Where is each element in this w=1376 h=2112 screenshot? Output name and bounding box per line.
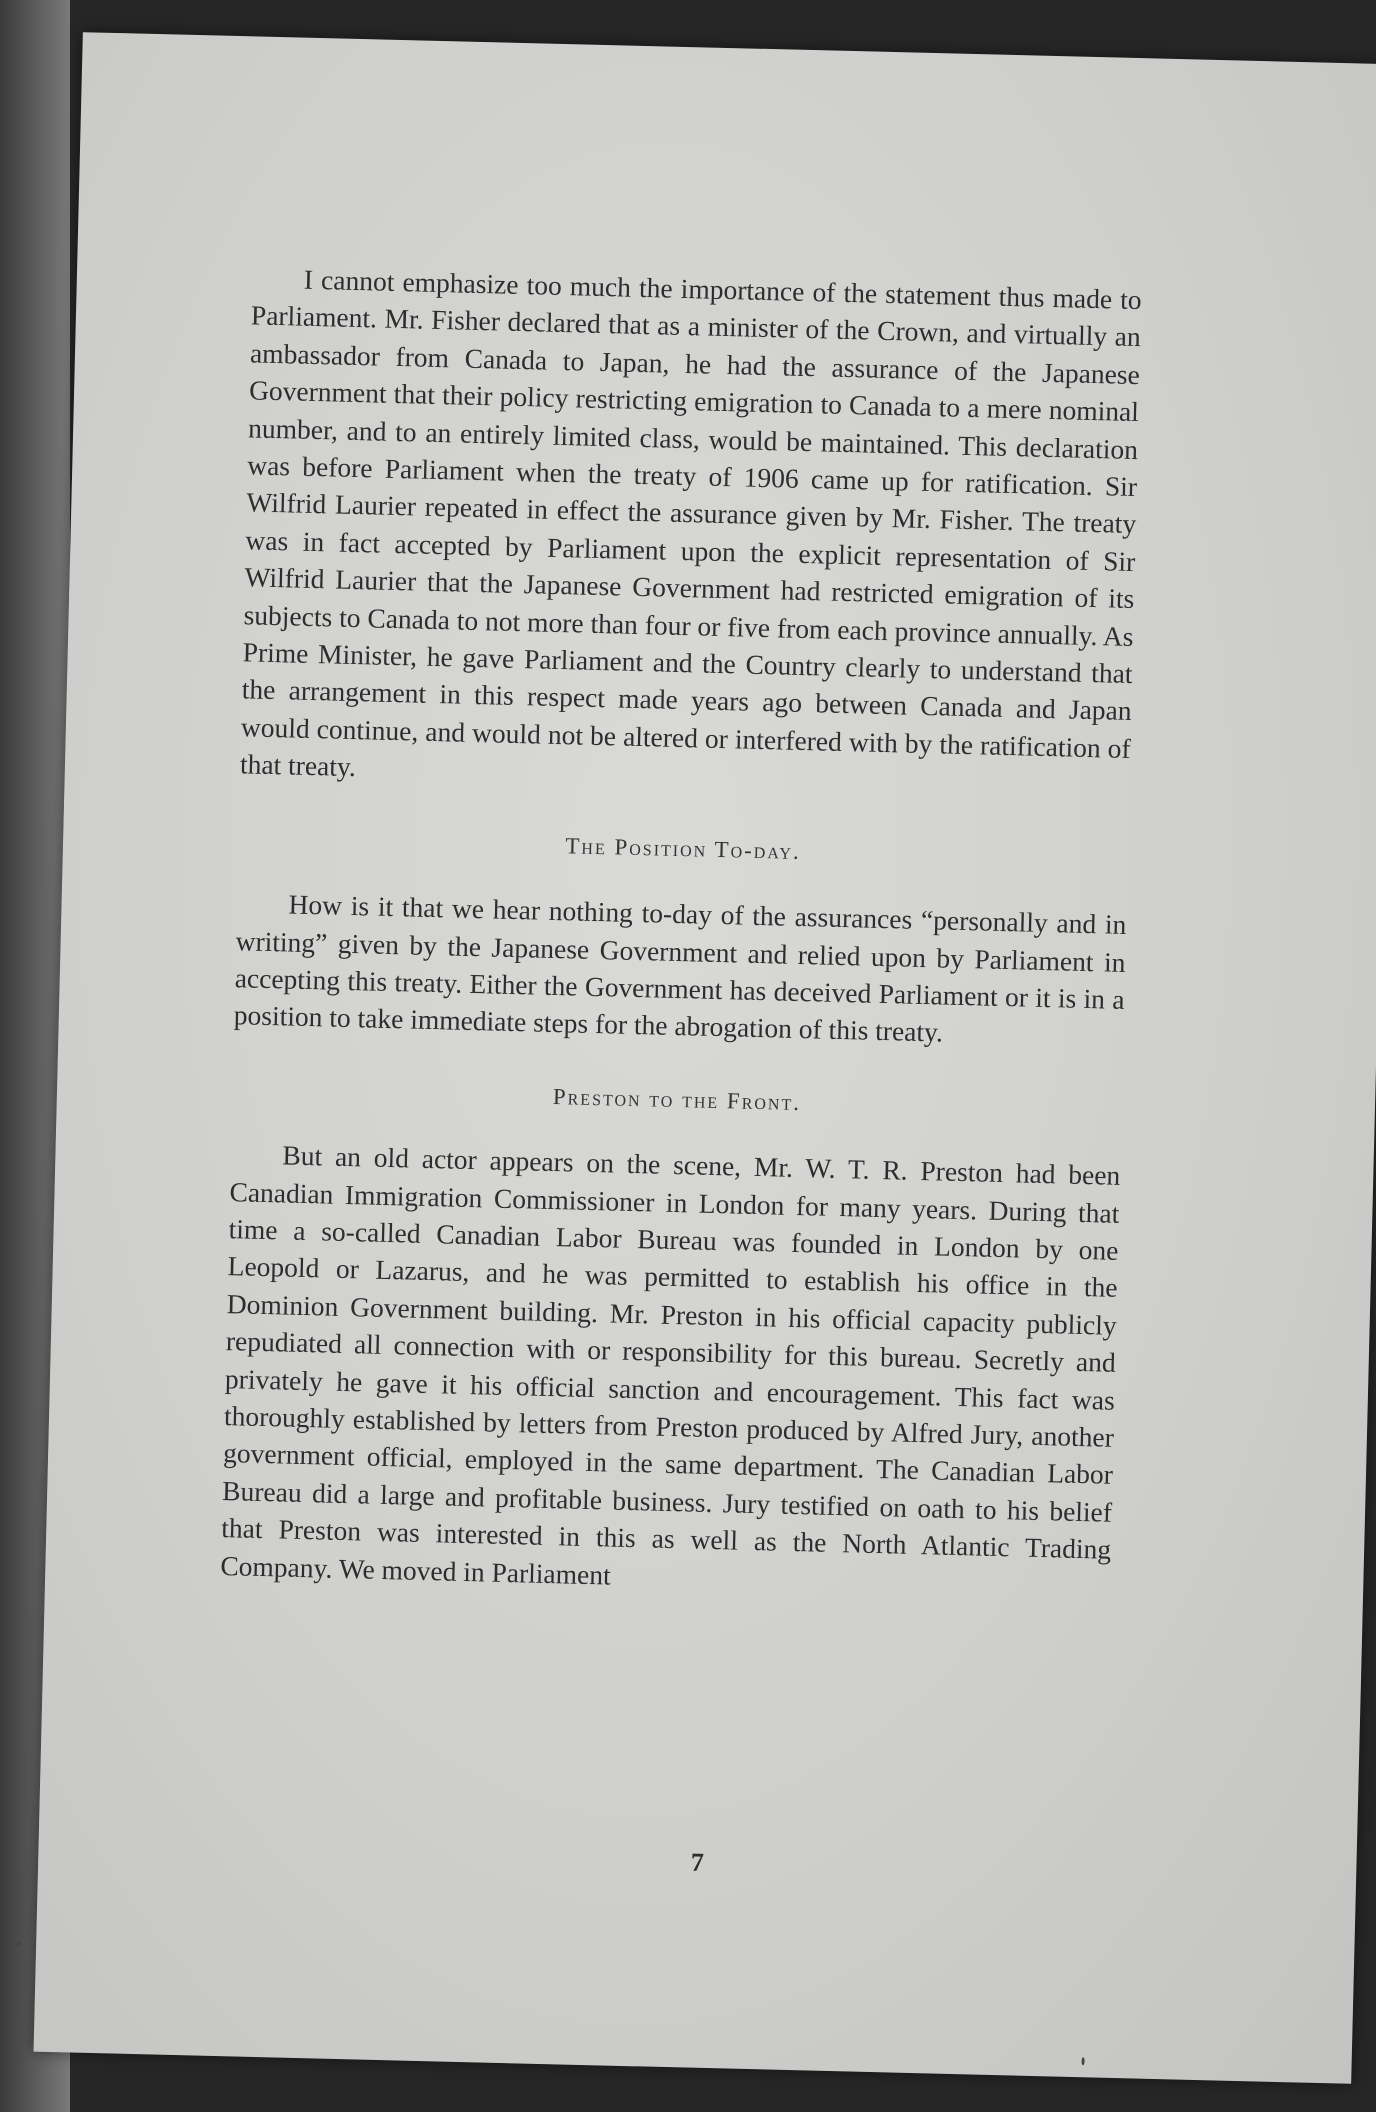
paragraph-fisher-assurance: I cannot emphasize too much the importance of the statement thus made to Parliament. Mr. Fisher declared that as a minister of the Crown, and virtually an ambassador from Canada to Japan, he had the assurance of the Japanese Government that their policy restricting emigration to Canada to a mere nominal number, and to an entirely limited class, would be maintained. This declaration was before Parliament when the treaty of 1906 came up for ratification. Sir Wilfrid Laurier repeated in effect the assurance given by Mr. Fisher. The treaty was in fact accepted by Parliament upon the explicit representation of Sir Wilfrid Laurier that the Japanese Government had restricted emigration of its subjects to Canada to not more than four or five from each province annually. As Prime Minister, he gave Parliament and the Country clearly to understand that the arrangement in this respect made years ago between Canada and Japan would continue, and would not be altered or interfered with by the ratification of that treaty.: [239, 263, 1143, 783]
section-heading-position-today: The Position To-day.: [565, 832, 802, 864]
paper-speck: [16, 1941, 21, 1946]
paragraph-assurances: How is it that we hear nothing to-day of the assurances “personally and in writing” given by the Japanese Government and relied upon by Parliament in accepting this treaty. Either the Government has deceived Parliament or it is in a position to take immediate steps for the abrogation of this treaty.: [233, 888, 1127, 1048]
section-heading-preston: Preston to the Front.: [552, 1083, 802, 1115]
body-text: [220, 259, 1142, 1605]
document-page: [34, 32, 1376, 2084]
paragraph-preston: But an old actor appears on the scene, Mr. W. T. R. Preston had been Canadian Immigration Commissioner in London for many years. During that time a so-called Canadian Labor Bureau was founded in London by one Leopold or Lazarus, and he was permitted to establish his office in the Dominion Government building. Mr. Preston in his official capacity publicly repudiated all connection with or responsibility for this bureau. Secretly and privately he gave it his official sanction and encouragement. This fact was thoroughly established by letters from Preston produced by Alfred Jury, another government official, employed in the same department. The Canadian Labor Bureau did a large and profitable business. Jury testified on oath to his belief that Preston was interested in this as well as the North Atlantic Trading Company. We moved in Parliament: [220, 1139, 1121, 1591]
page-number: 7: [690, 1847, 705, 1877]
paper-speck: [1082, 2057, 1085, 2065]
